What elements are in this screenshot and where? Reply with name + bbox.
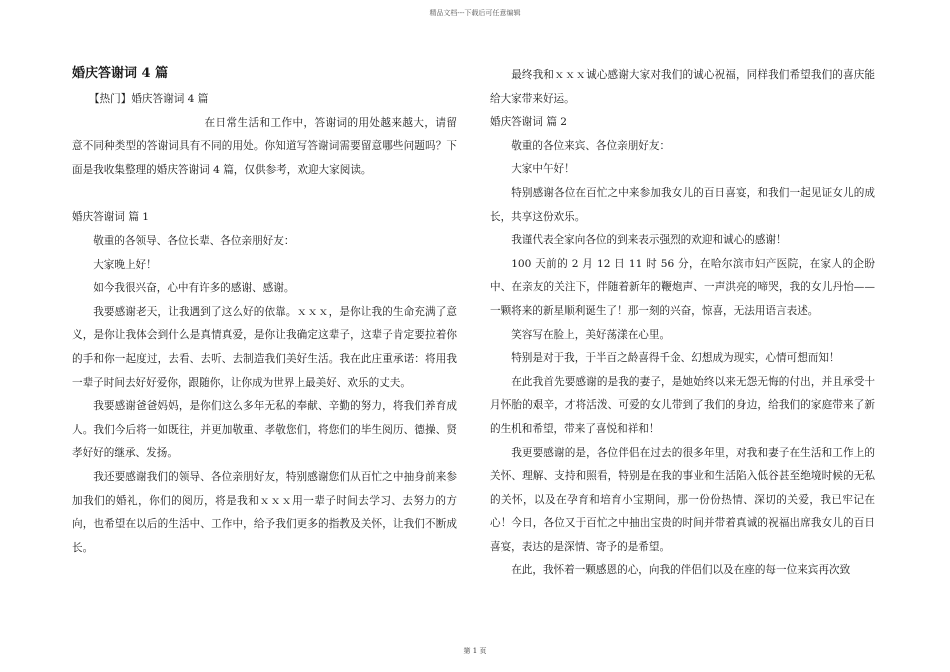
paragraph: 大家晚上好！ xyxy=(93,258,157,271)
paragraph: 大家中午好！ xyxy=(511,163,575,176)
paragraph: 我要感谢老天，让我遇到了这么好的依靠。ｘｘｘ，是你让我的生命充满了意义，是你让我体会到什么是真情真爱，是你让我确定这辈子，这辈子肯定要拉着你的手和你一起度过，去看、去听、去制造我们美好生活。我在此庄重承诺：将用我一辈子时间去好好爱你，跟随你，让你成为世界上最美好、欢乐的丈夫。 xyxy=(72,305,457,389)
paragraph: 敬重的各领导、各位长辈、各位亲朋好友： xyxy=(93,234,295,247)
paragraph: 我更要感谢的是，各位伴侣在过去的很多年里，对我和妻子在生活和工作上的关怀、理解、支持和照看，特别是在我的事业和生活陷入低谷甚至绝境时候的无私的关怀，以及在孕育和培育小宝期间，那一份份热情、深切的关爱，我已牢记在心！今日，各位又于百忙之中抽出宝贵的时间并带着真诚的祝福出席我女儿的百日喜宴，表达的是深情、寄予的是希望。 xyxy=(490,446,875,553)
paragraph: 敬重的各位来宾、各位亲朋好友： xyxy=(511,139,671,152)
section-heading-1: 婚庆答谢词 篇 1 xyxy=(72,211,150,224)
paragraph: 如今我很兴奋，心中有许多的感谢、感谢。 xyxy=(93,282,295,295)
spacer xyxy=(72,182,457,206)
paragraph: 最终我和ｘｘｘ诚心感谢大家对我们的诚心祝福，同样我们希望我们的喜庆能给大家带来好运。 xyxy=(490,69,875,105)
paragraph: 100 天前的 2 月 12 日 11 时 56 分，在哈尔滨市妇产医院，在家人的企盼中、在亲友的关注下，伴随着新年的鞭炮声、一声洪亮的啼哭，我的女儿丹怡——一颗将来的新星顺利诞生了！那一刻的兴奋，惊喜，无法用语言表述。 xyxy=(490,257,875,317)
paragraph: 特别感谢各位在百忙之中来参加我女儿的百日喜宴，和我们一起见证女儿的成长，共享这份欢乐。 xyxy=(490,186,875,223)
paragraph: 我谨代表全家向各位的到来表示强烈的欢迎和诚心的感谢！ xyxy=(511,234,787,247)
page-number: 第 1 页 xyxy=(463,647,487,655)
document-title: 婚庆答谢词 4 篇 xyxy=(72,66,169,81)
paragraph: 特别是对于我，于半百之龄喜得千金、幻想成为现实，心情可想而知！ xyxy=(511,352,840,365)
header-note: 精品文档---下载后可任意编辑 xyxy=(429,9,521,17)
section-heading-2: 婚庆答谢词 篇 2 xyxy=(490,116,568,129)
paragraph: 在此，我怀着一颗感恩的心，向我的伴侣们以及在座的每一位来宾再次致 xyxy=(511,564,851,577)
right-column xyxy=(490,64,875,583)
paragraph: 笑容写在脸上，美好荡漾在心里。 xyxy=(511,328,671,341)
paragraph: 在此我首先要感谢的是我的妻子，是她始终以来无怨无悔的付出，并且承受十月怀胎的艰辛，才将活泼、可爱的女儿带到了我们的身边，给我们的家庭带来了新的生机和希望，带来了喜悦和祥和！ xyxy=(490,375,875,435)
intro-paragraph: 在日常生活和工作中，答谢词的用处越来越大，请留意不同种类型的答谢词具有不同的用处。你知道写答谢词需要留意哪些问题吗？下面是我收集整理的婚庆答谢词 4 篇，仅供参考，欢迎大家阅读。 xyxy=(72,116,457,176)
paragraph: 我还要感谢我们的领导、各位亲朋好友，特别感谢您们从百忙之中抽身前来参加我们的婚礼，你们的阅历，将是我和ｘｘｘ用一辈子时间去学习、去努力的方向，也希望在以后的生活中、工作中，给予我们更多的指教及关怀，让我们不断成长。 xyxy=(72,470,457,554)
left-column xyxy=(72,64,457,560)
hot-line: 【热门】婚庆答谢词 4 篇 xyxy=(88,93,209,105)
paragraph: 我要感谢爸爸妈妈，是你们这么多年无私的奉献、辛勤的努力，将我们养育成人。我们今后将一如既往，并更加敬重、孝敬您们，将您们的毕生阅历、德操、贤孝好好的继承、发扬。 xyxy=(72,400,457,460)
